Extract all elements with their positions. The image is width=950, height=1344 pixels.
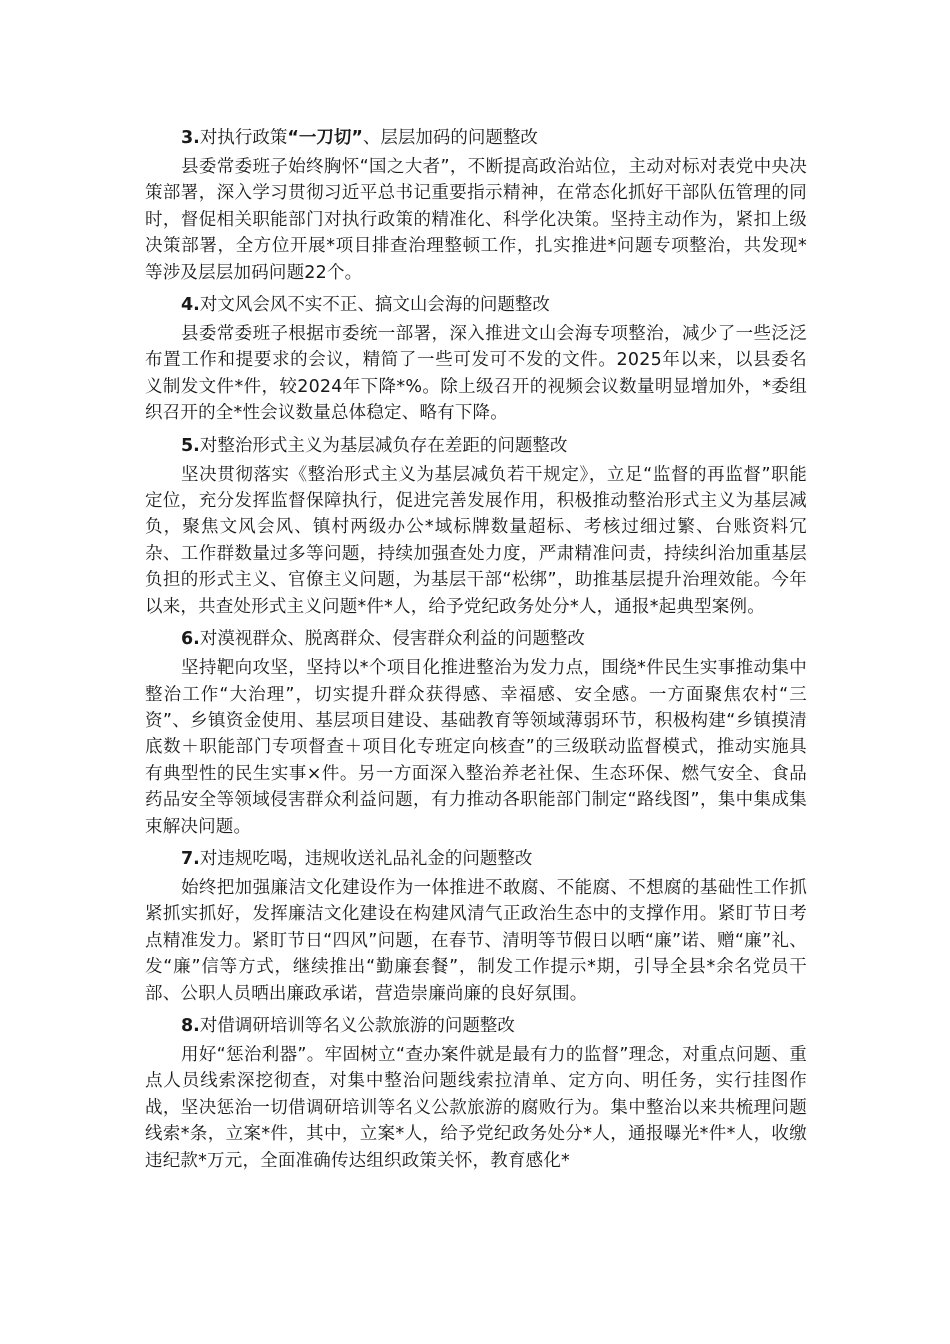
document-page (145, 122, 807, 1174)
section-6-body: 坚持靶向攻坚，坚持以*个项目化推进整治为发力点，围绕*件民生实事推动集中整治工作“大治理”，切实提升群众获得感、幸福感、安全感。一方面聚焦农村“三资”、乡镇资金使用、基层项目建设、基础教育等领域薄弱环节，积极构建“乡镇摸清底数＋职能部门专项督查＋项目化专班定向核查”的三级联动监督模式，推动实施具有典型性的民生实事×件。另一方面深入整治养老社保、生态环保、燃气安全、食品药品安全等领域侵害群众利益问题，有力推动各职能部门制定“路线图”，集中集成集束解决问题。 (145, 658, 807, 837)
section-5-heading (145, 430, 807, 462)
section-7-body: 始终把加强廉洁文化建设作为一体推进不敢腐、不能腐、不想腐的基础性工作抓紧抓实抓好，发挥廉洁文化建设在构建风清气正政治生态中的支撑作用。紧盯节日考点精准发力。紧盯节日“四风”问题，在春节、清明等节假日以晒“廉”诺、赠“廉”礼、发“廉”信等方式，继续推出“勤廉套餐”，制发工作提示*期，引导全县*余名党员干部、公职人员晒出廉政承诺，营造崇廉尚廉的良好氛围。 (145, 877, 807, 1004)
section-5-number: 5. (181, 435, 200, 456)
section-3-heading (145, 122, 807, 154)
section-4-heading (145, 289, 807, 321)
section-3-title-part-2: “一刀切” (287, 128, 363, 148)
section-4-body: 县委常委班子根据市委统一部署，深入推进文山会海专项整治，减少了一些泛泛布置工作和提要求的会议，精简了一些可发可不发的文件。2025年以来，以县委名义制发文件*件，较2024年下降*%。除上级召开的视频会议数量明显增加外，*委组织召开的全*性会议数量总体稳定、略有下降。 (145, 324, 807, 424)
section-7-number: 7. (181, 848, 200, 869)
section-8-title: 对借调研培训等名义公款旅游的问题整改 (199, 1015, 515, 1036)
section-7-heading (145, 843, 807, 875)
section-3-title-part-1: 对执行政策 (199, 128, 288, 148)
section-6-number: 6. (181, 629, 200, 650)
section-4-number: 4. (181, 295, 200, 316)
section-3-number: 3. (181, 128, 200, 148)
section-4-title: 对文风会风不实不正、搞文山会海的问题整改 (199, 295, 550, 316)
section-5-body: 坚决贯彻落实《整治形式主义为基层减负若干规定》，立足“监督的再监督”职能定位，充分发挥监督保障执行，促进完善发展作用，积极推动整治形式主义为基层减负，聚焦文风会风、镇村两级办公*域标牌数量超标、考核过细过繁、台账资料冗杂、工作群数量过多等问题，持续加强查处力度，严肃精准问责，持续纠治加重基层负担的形式主义、官僚主义问题，为基层干部“松绑”，助推基层提升治理效能。今年以来，共查处形式主义问题*件*人，给予党纪政务处分*人，通报*起典型案例。 (145, 464, 807, 617)
section-8-heading (145, 1010, 807, 1042)
section-5-title: 对整治形式主义为基层减负存在差距的问题整改 (199, 435, 568, 456)
section-6-title: 对漠视群众、脱离群众、侵害群众利益的问题整改 (199, 629, 585, 650)
section-8-number: 8. (181, 1015, 200, 1036)
section-3-body: 县委常委班子始终胸怀“国之大者”，不断提高政治站位，主动对标对表党中央决策部署，深入学习贯彻习近平总书记重要指示精神，在常态化抓好干部队伍管理的同时，督促相关职能部门对执行政策的精准化、科学化决策。坚持主动作为，紧扣上级决策部署，全方位开展*项目排查治理整顿工作，扎实推进*问题专项整治，共发现*等涉及层层加码问题22个。 (145, 157, 807, 283)
section-7-title: 对违规吃喝，违规收送礼品礼金的问题整改 (199, 848, 533, 869)
section-8-body: 用好“惩治利器”。牢固树立“查办案件就是最有力的监督”理念，对重点问题、重点人员线索深挖彻查，对集中整治问题线索拉清单、定方向、明任务，实行挂图作战，坚决惩治一切借调研培训等名义公款旅游的腐败行为。集中整治以来共梳理问题线索*条，立案*件，其中，立案*人，给予党纪政务处分*人，通报曝光*件*人，收缴违纪款*万元，全面准确传达组织政策关怀，教育感化* (145, 1044, 807, 1171)
section-3-title-part-3: 、层层加码的问题整改 (362, 128, 538, 148)
section-6-heading (145, 623, 807, 655)
